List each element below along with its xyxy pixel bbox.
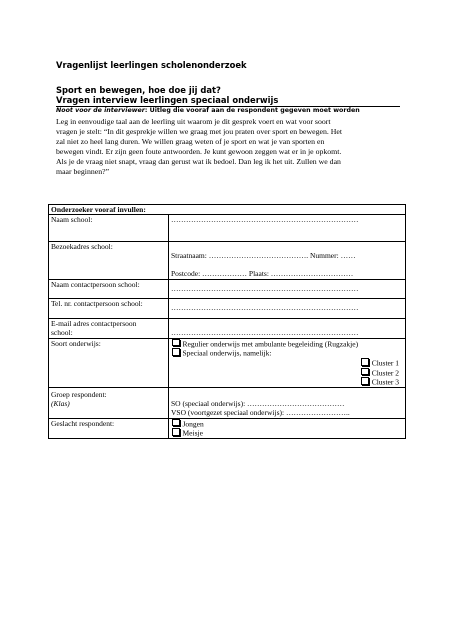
- checkbox-icon[interactable]: [172, 339, 180, 347]
- phone-row: [49, 298, 406, 318]
- option-speciaal[interactable]: [171, 348, 403, 358]
- checkbox-icon[interactable]: [172, 419, 180, 427]
- contact-field[interactable]: [169, 279, 406, 298]
- education-type-options: [169, 338, 406, 388]
- contact-row: [49, 279, 406, 298]
- instruction-line: zal niet zo heel lang duren. We willen graag weten of je sport en wat je van sporten en: [56, 136, 325, 146]
- option-cluster-3[interactable]: [171, 377, 403, 387]
- heading-vragen-interview: Vragen interview leerlingen speciaal onderwijs: [56, 95, 279, 105]
- interviewer-note: [56, 107, 406, 114]
- option-cluster-2[interactable]: [171, 368, 403, 378]
- school-name-row: [49, 215, 406, 242]
- email-row: [49, 318, 406, 338]
- school-name-field[interactable]: [169, 215, 406, 242]
- instruction-line: Als je de vraag niet snapt, vraag dan gerust wat ik bedoel. Dan leg ik het uit. Zullen we dan: [56, 156, 341, 166]
- instruction-line: maar beginnen?”: [56, 166, 110, 176]
- education-type-row: [49, 338, 406, 388]
- postcode-line: Postcode: ……………… Plaats: ……………………………: [171, 269, 354, 279]
- instruction-line: bewegen vindt. Er zijn geen foute antwoorden. Je kunt gewoon zeggen wat er in je opkomt.: [56, 146, 342, 156]
- checkbox-icon[interactable]: [172, 428, 180, 436]
- school-name-label: Naam school:: [49, 215, 169, 242]
- interviewer-note-lead: Noot voor de interviewer: [56, 107, 145, 114]
- email-label: [49, 318, 169, 338]
- respondent-form-table: [48, 204, 406, 439]
- instruction-line: Leg in eenvoudige taal aan de leerling uit waarom je dit gesprek voert en wat voor soort: [56, 117, 331, 126]
- option-regulier-label: Regulier onderwijs met ambulante begeleiding (Rugzakje): [182, 339, 359, 349]
- email-label-line-2: school:: [51, 327, 73, 337]
- interviewer-instructions: [56, 117, 406, 176]
- visit-address-row: [49, 242, 406, 279]
- group-row: [49, 388, 406, 418]
- so-line: SO (speciaal onderwijs): …………………………………: [171, 399, 345, 409]
- visit-address-field[interactable]: [169, 242, 406, 279]
- cluster-3-label: Cluster 3: [371, 377, 399, 387]
- visit-address-label: Bezoekadres school:: [49, 242, 169, 279]
- heading-sport-bewegen: Sport en bewegen, hoe doe jij dat?: [56, 85, 221, 95]
- gender-label: Geslacht respondent:: [49, 418, 169, 438]
- checkbox-icon[interactable]: [361, 377, 369, 385]
- contact-label: Naam contactpersoon school:: [49, 279, 169, 298]
- meisje-label: Meisje: [182, 428, 203, 438]
- checkbox-icon[interactable]: [361, 358, 369, 366]
- phone-field[interactable]: [169, 298, 406, 318]
- phone-label: Tel. nr. contactpersoon school:: [49, 298, 169, 318]
- vso-line: VSO (voortgezet speciaal onderwijs): ……………………..: [171, 408, 350, 418]
- option-speciaal-label: Speciaal onderwijs, namelijk:: [182, 348, 272, 358]
- form-header-row: [49, 205, 406, 215]
- cluster-1-label: Cluster 1: [371, 358, 399, 368]
- email-field[interactable]: [169, 318, 406, 338]
- checkbox-icon[interactable]: [172, 348, 180, 356]
- dotted-line: …………………………………………………………………: [171, 215, 359, 225]
- option-jongen[interactable]: [171, 419, 403, 429]
- education-type-label: Soort onderwijs:: [49, 338, 169, 388]
- jongen-label: Jongen: [182, 419, 204, 429]
- group-label: [49, 388, 169, 418]
- form-header: Onderzoeker vooraf invullen:: [49, 205, 406, 215]
- group-label-text: Groep respondent:: [51, 390, 107, 400]
- gender-row: [49, 418, 406, 438]
- checkbox-icon[interactable]: [361, 368, 369, 376]
- document-title: Vragenlijst leerlingen scholenonderzoek: [56, 60, 247, 70]
- instruction-line: vragen je stelt: “In dit gesprekje willen we graag met jou praten over sport en bewegen. Het: [56, 126, 342, 136]
- option-cluster-1[interactable]: [171, 358, 403, 368]
- option-meisje[interactable]: [171, 428, 403, 438]
- gender-options: [169, 418, 406, 438]
- dotted-line: …………………………………………………………………: [171, 327, 359, 337]
- cluster-2-label: Cluster 2: [371, 368, 399, 378]
- group-sublabel: (Klas): [51, 399, 70, 409]
- dotted-line: …………………………………………………………………: [171, 302, 359, 312]
- email-label-line-1: E-mail adres contactpersoon: [51, 318, 137, 328]
- interviewer-note-text: : Uitleg die vooraf aan de respondent gegeven moet worden: [144, 107, 360, 114]
- dotted-line: …………………………………………………………………: [171, 283, 359, 293]
- group-field[interactable]: [169, 388, 406, 418]
- street-line: Straatnaam: …………………………………. Nummer: ……: [171, 251, 356, 261]
- option-regulier[interactable]: [171, 339, 403, 349]
